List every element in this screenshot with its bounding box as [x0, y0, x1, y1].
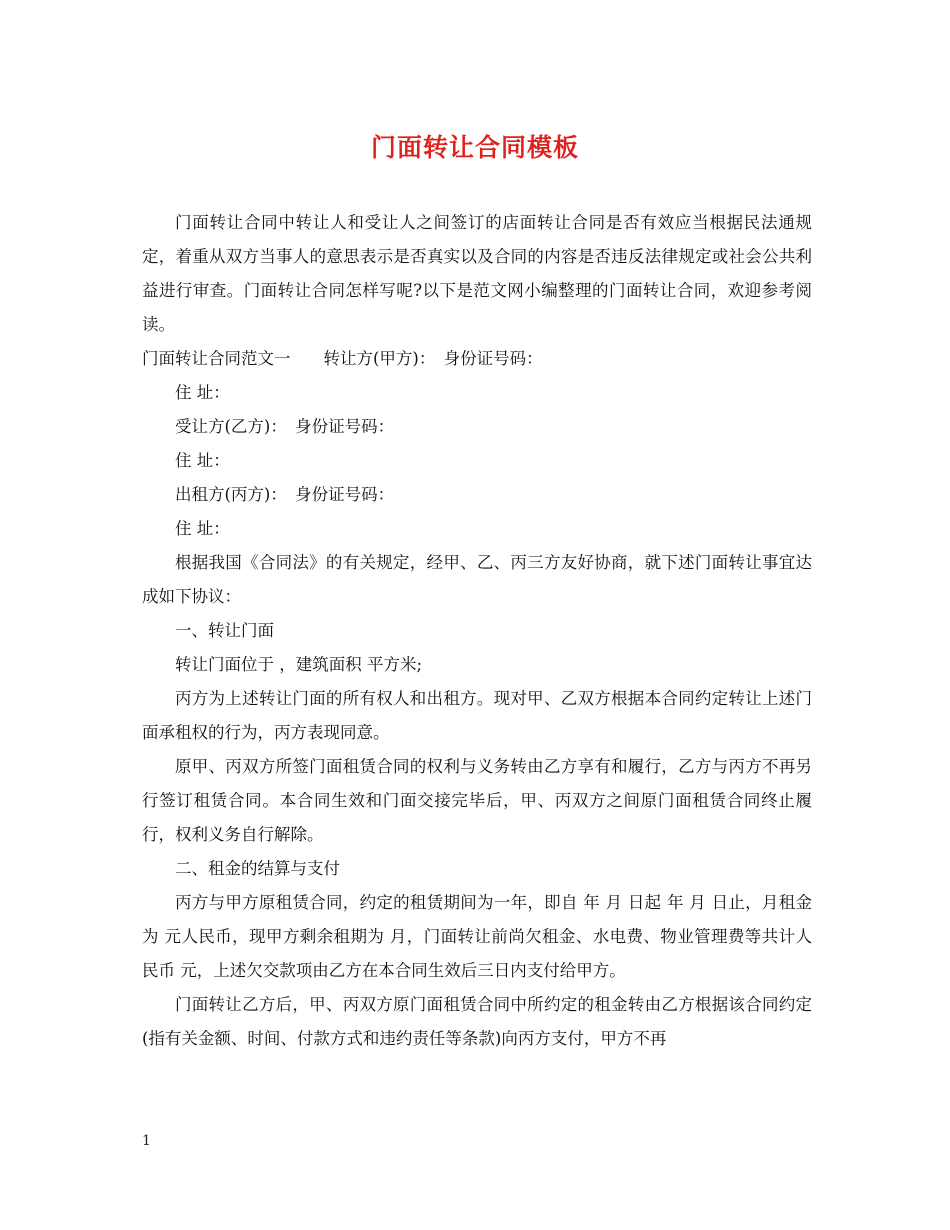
rent-payment-paragraph: 门面转让乙方后，甲、丙双方原门面租赁合同中所约定的租金转由乙方根据该合同约定(指有关金额、时间、付款方式和违约责任等条款)向丙方支付，甲方不再	[142, 995, 812, 1048]
storefront-location: 转让门面位于 ，建筑面积 平方米;	[175, 655, 423, 674]
rent-settlement-paragraph: 丙方与甲方原租赁合同，约定的租赁期间为一年，即自 年 月 日起 年 月 日止，月租金为 元人民币，现甲方剩余租期为 月，门面转让前尚欠租金、水电费、物业管理费等共计人民币 元，上述欠交款项由乙方在本合同生效后三日内支付给甲方。	[142, 893, 812, 980]
document-title: 门面转让合同模板	[370, 133, 579, 162]
party-a-line: 门面转让合同范文一 转让方(甲方)： 身份证号码：	[142, 349, 543, 368]
party-b-line: 受让方(乙方)： 身份证号码：	[175, 417, 395, 436]
rights-transfer-paragraph: 原甲、丙双方所签门面租赁合同的权利与义务转由乙方享有和履行，乙方与丙方不再另行签订租赁合同。本合同生效和门面交接完毕后，甲、丙双方之间原门面租赁合同终止履行，权利义务自行解除。	[142, 757, 812, 844]
page-number: 1	[142, 1133, 151, 1149]
party-c-line: 出租方(丙方)： 身份证号码：	[175, 485, 395, 504]
section-heading-1: 一、转让门面	[175, 621, 274, 640]
party-c-address: 住 址：	[175, 519, 230, 538]
section-heading-2: 二、租金的结算与支付	[175, 859, 340, 878]
intro-paragraph: 门面转让合同中转让人和受让人之间签订的店面转让合同是否有效应当根据民法通规定，着重从双方当事人的意思表示是否真实以及合同的内容是否违反法律规定或社会公共利益进行审查。门面转让合同怎样写呢?以下是范文网小编整理的门面转让合同，欢迎参考阅读。	[142, 213, 812, 334]
agreement-preamble: 根据我国《合同法》的有关规定，经甲、乙、丙三方友好协商，就下述门面转让事宜达成如下协议：	[142, 553, 812, 606]
document-body	[142, 206, 812, 1056]
owner-consent-paragraph: 丙方为上述转让门面的所有权人和出租方。现对甲、乙双方根据本合同约定转让上述门面承租权的行为，丙方表现同意。	[142, 689, 812, 742]
party-a-address: 住 址：	[175, 383, 230, 402]
party-b-address: 住 址：	[175, 451, 230, 470]
